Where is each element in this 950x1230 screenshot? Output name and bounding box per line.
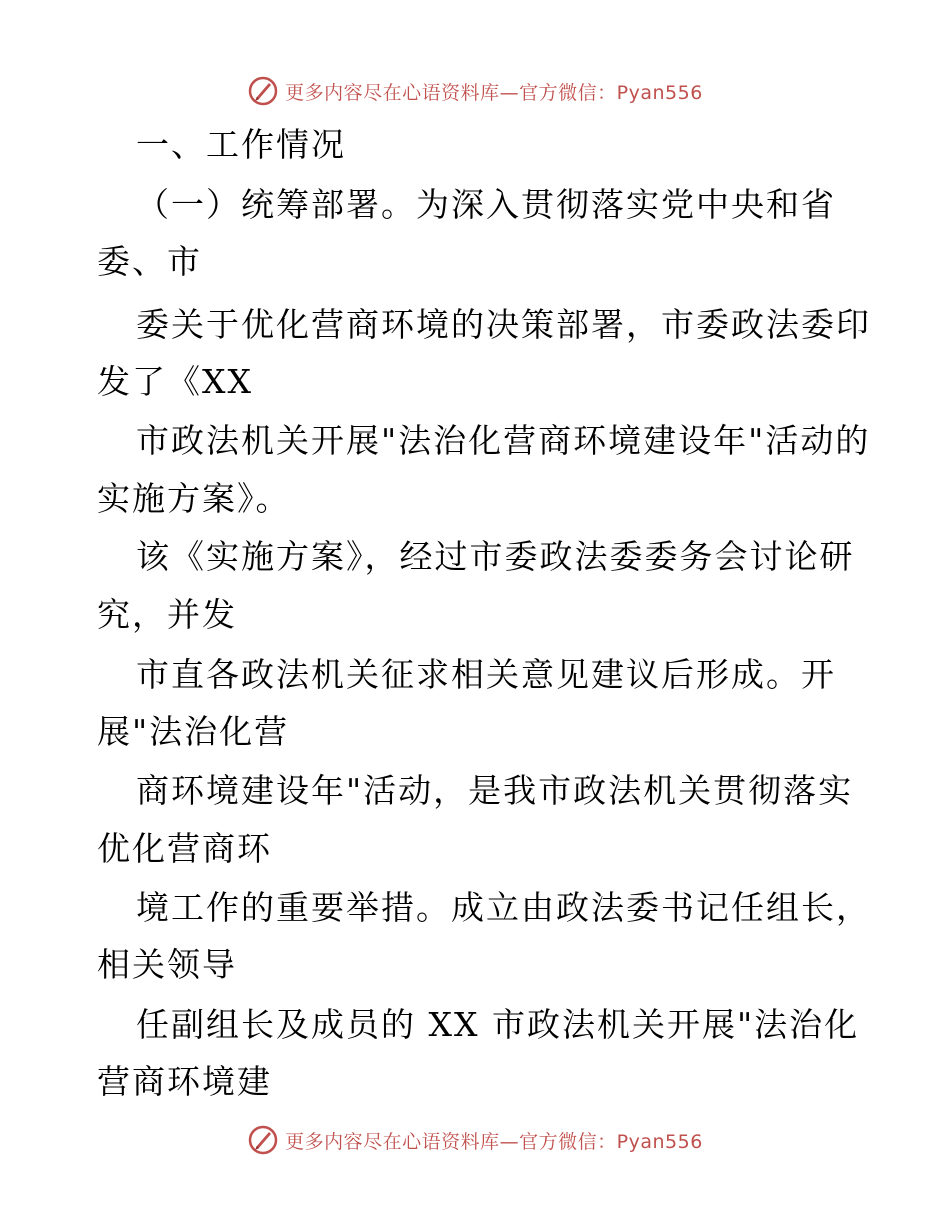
- paragraph-line: 发了《XX: [97, 362, 253, 401]
- paragraph-line: 境工作的重要举措。成立由政法委书记任组长，: [136, 888, 871, 927]
- paragraph-line: （一）统筹部署。为深入贯彻落实党中央和省: [136, 185, 836, 224]
- paragraph-line: 该《实施方案》，经过市委政法委委务会讨论研: [136, 537, 855, 576]
- paragraph-line: 营商环境建: [97, 1062, 272, 1101]
- paragraph-line: 委关于优化营商环境的决策部署，市委政法委印: [136, 305, 871, 344]
- paragraph-line: 究，并发: [97, 595, 237, 634]
- paragraph-line: 市政法机关开展"法治化营商环境建设年"活动的: [136, 421, 871, 460]
- paragraph-line: 委、市: [97, 242, 202, 281]
- header-watermark: [0, 71, 950, 111]
- quill-pen-seal-icon: [247, 75, 279, 107]
- quill-pen-seal-icon: [247, 1124, 279, 1156]
- paragraph-line: 相关领导: [97, 945, 237, 984]
- paragraph-line: 实施方案》。: [97, 479, 291, 518]
- section-heading: 一、工作情况: [136, 125, 346, 164]
- watermark-text: 更多内容尽在心语资料库—官方微信：Pyan556: [285, 1130, 703, 1153]
- paragraph-line: 优化营商环: [97, 829, 272, 868]
- footer-watermark: [0, 1120, 950, 1160]
- watermark-text: 更多内容尽在心语资料库—官方微信：Pyan556: [285, 81, 703, 104]
- paragraph-line: 商环境建设年"活动，是我市政法机关贯彻落实: [136, 771, 854, 810]
- paragraph-line: 任副组长及成员的 XX 市政法机关开展"法治化: [136, 1005, 860, 1044]
- paragraph-line: 展"法治化营: [97, 712, 290, 751]
- paragraph-line: 市直各政法机关征求相关意见建议后形成。开: [136, 655, 836, 694]
